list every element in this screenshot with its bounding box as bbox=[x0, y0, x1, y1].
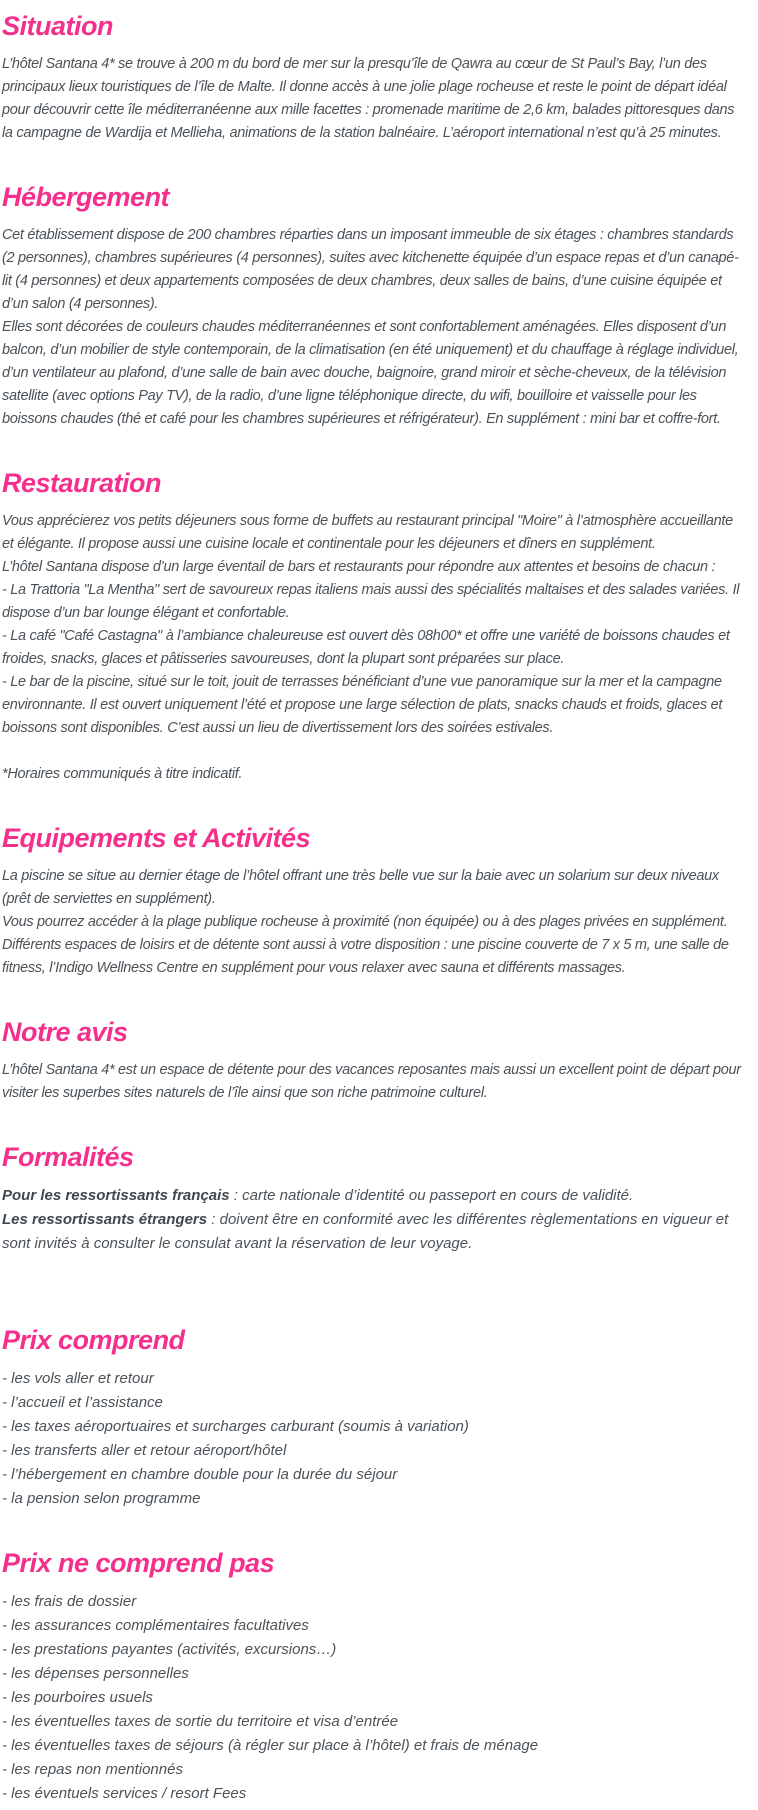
section-paragraph: L’hôtel Santana 4* est un espace de détente pour des vacances reposantes mais aussi un excellent point de départ pour visiter les superbes sites naturels de l’île ainsi que son riche patrimoine culturel. bbox=[2, 1062, 741, 1101]
section-formalites bbox=[2, 1141, 748, 1256]
section-paragraph: Cet établissement dispose de 200 chambres réparties dans un imposant immeuble de six étages : chambres standards (2 personnes), chambres supérieures (4 personnes), suites avec kitchenette équipée d’un espace repas et d’un canapé-lit (4 personnes) et deux appartements composées de deux chambres, deux salles de bains, d’une cuisine équipée et d’un salon (4 personnes). bbox=[2, 227, 739, 312]
price-included-item: - l’accueil et l’assistance bbox=[2, 1394, 163, 1411]
formalities-entry-text: : carte nationale d’identité ou passeport en cours de validité. bbox=[229, 1187, 634, 1204]
section-title-formalites: Formalités bbox=[2, 1142, 134, 1172]
price-excluded-item: - les frais de dossier bbox=[2, 1593, 137, 1610]
section-prix-comprend bbox=[2, 1324, 748, 1511]
formalities-entry-label: Pour les ressortissants français bbox=[2, 1187, 230, 1204]
section-paragraph: La piscine se situe au dernier étage de l’hôtel offrant une très belle vue sur la baie avec un solarium sur deux niveaux (prêt de serviettes en supplément). bbox=[2, 868, 719, 907]
section-paragraph: Vous pourrez accéder à la plage publique rocheuse à proximité (non équipée) ou à des plages privées en supplément. bbox=[2, 914, 728, 930]
section-paragraph: - Le bar de la piscine, situé sur le toit, jouit de terrasses bénéficiant d’une vue panoramique sur la mer et la campagne environnante. Il est ouvert uniquement l’été et propose une large sélection de plats, snacks chauds et froids, glaces et boissons sont disponibles. C’est aussi un lieu de divertissement lors des soirées estivales. bbox=[2, 674, 723, 736]
section-paragraph: - La Trattoria "La Mentha" sert de savoureux repas italiens mais aussi des spécialités maltaises et des salades variées. Il dispose d’un bar lounge élégant et confortable. bbox=[2, 582, 740, 621]
section-paragraph: L’hôtel Santana dispose d’un large éventail de bars et restaurants pour répondre aux attentes et besoins de chacun : bbox=[2, 559, 716, 575]
formalities-entry-label: Les ressortissants étrangers bbox=[2, 1211, 208, 1228]
price-excluded-item: - les repas non mentionnés bbox=[2, 1761, 183, 1778]
section-situation bbox=[2, 10, 748, 145]
section-title-restauration: Restauration bbox=[2, 468, 162, 498]
price-included-item: - les transferts aller et retour aéroport/hôtel bbox=[2, 1442, 287, 1459]
section-hebergement bbox=[2, 181, 748, 431]
price-excluded-item: - les éventuels services / resort Fees bbox=[2, 1785, 247, 1802]
price-excluded-item: - les éventuelles taxes de séjours (à régler sur place à l’hôtel) et frais de ménage bbox=[2, 1737, 539, 1754]
schedule-disclaimer-note: *Horaires communiqués à titre indicatif. bbox=[2, 766, 243, 782]
formalities-entry bbox=[2, 1208, 748, 1256]
formalities-entry-text: : doivent être en conformité avec les différentes règlementations en vigueur et sont invités à consulter le consulat avant la réservation de leur voyage. bbox=[2, 1211, 729, 1252]
section-paragraph: L’hôtel Santana 4* se trouve à 200 m du bord de mer sur la presqu’île de Qawra au cœur de St Paul’s Bay, l’un des principaux lieux touristiques de l’île de Malte. Il donne accès à une jolie plage rocheuse et reste le point de départ idéal pour découvrir cette île méditerranéenne aux mille facettes : promenade maritime de 2,6 km, balades pittoresques dans la campagne de Wardija et Mellieha, animations de la station balnéaire. L’aéroport international n’est qu’à 25 minutes. bbox=[2, 56, 735, 141]
section-paragraph: Elles sont décorées de couleurs chaudes méditerranéennes et sont confortablement aménagées. Elles disposent d’un balcon, d’un mobilier de style contemporain, de la climatisation (en été uniquement) et du chauffage à réglage individuel, d’un ventilateur au plafond, d’une salle de bain avec douche, baignoire, grand miroir et sèche-cheveux, de la télévision satellite (avec options Pay TV), de la radio, d’une ligne téléphonique directe, du wifi, bouilloire et vaisselle pour les boissons chaudes (thé et café pour les chambres supérieures et réfrigérateur). En supplément : mini bar et coffre-fort. bbox=[2, 319, 739, 427]
section-paragraph: Vous apprécierez vos petits déjeuners sous forme de buffets au restaurant principal "Moire" à l’atmosphère accueillante et élégante. Il propose aussi une cuisine locale et continentale pour les déjeuners et dîners en supplément. bbox=[2, 513, 733, 552]
formalities-entry bbox=[2, 1184, 748, 1208]
section-paragraph: Différents espaces de loisirs et de détente sont aussi à votre disposition : une piscine couverte de 7 x 5 m, une salle de fitness, l’Indigo Wellness Centre en supplément pour vous relaxer avec sauna et différents massages. bbox=[2, 937, 729, 976]
section-prix-ne-comprend-pas bbox=[2, 1547, 748, 1806]
price-included-item: - la pension selon programme bbox=[2, 1490, 201, 1507]
price-excluded-item: - les pourboires usuels bbox=[2, 1689, 153, 1706]
section-restauration bbox=[2, 467, 748, 786]
price-included-item: - les taxes aéroportuaires et surcharges carburant (soumis à variation) bbox=[2, 1418, 469, 1435]
price-excluded-item: - les prestations payantes (activités, excursions…) bbox=[2, 1641, 337, 1658]
section-title-situation: Situation bbox=[2, 11, 113, 41]
price-included-item: - les vols aller et retour bbox=[2, 1370, 154, 1387]
price-excluded-item: - les dépenses personnelles bbox=[2, 1665, 189, 1682]
section-title-prix-ne-comprend-pas: Prix ne comprend pas bbox=[2, 1548, 275, 1578]
price-included-item: - l’hébergement en chambre double pour la durée du séjour bbox=[2, 1466, 398, 1483]
section-equipements bbox=[2, 822, 748, 980]
section-paragraph: - La café "Café Castagna" à l’ambiance chaleureuse est ouvert dès 08h00* et offre une variété de boissons chaudes et froides, snacks, glaces et pâtisseries savoureuses, dont la plupart sont préparées sur place. bbox=[2, 628, 730, 667]
section-notre-avis bbox=[2, 1016, 748, 1105]
price-excluded-item: - les assurances complémentaires facultatives bbox=[2, 1617, 309, 1634]
section-title-equipements: Equipements et Activités bbox=[2, 823, 311, 853]
section-title-notre-avis: Notre avis bbox=[2, 1017, 128, 1047]
price-excluded-item: - les éventuelles taxes de sortie du territoire et visa d’entrée bbox=[2, 1713, 399, 1730]
section-title-hebergement: Hébergement bbox=[2, 182, 170, 212]
section-title-prix-comprend: Prix comprend bbox=[2, 1325, 185, 1355]
